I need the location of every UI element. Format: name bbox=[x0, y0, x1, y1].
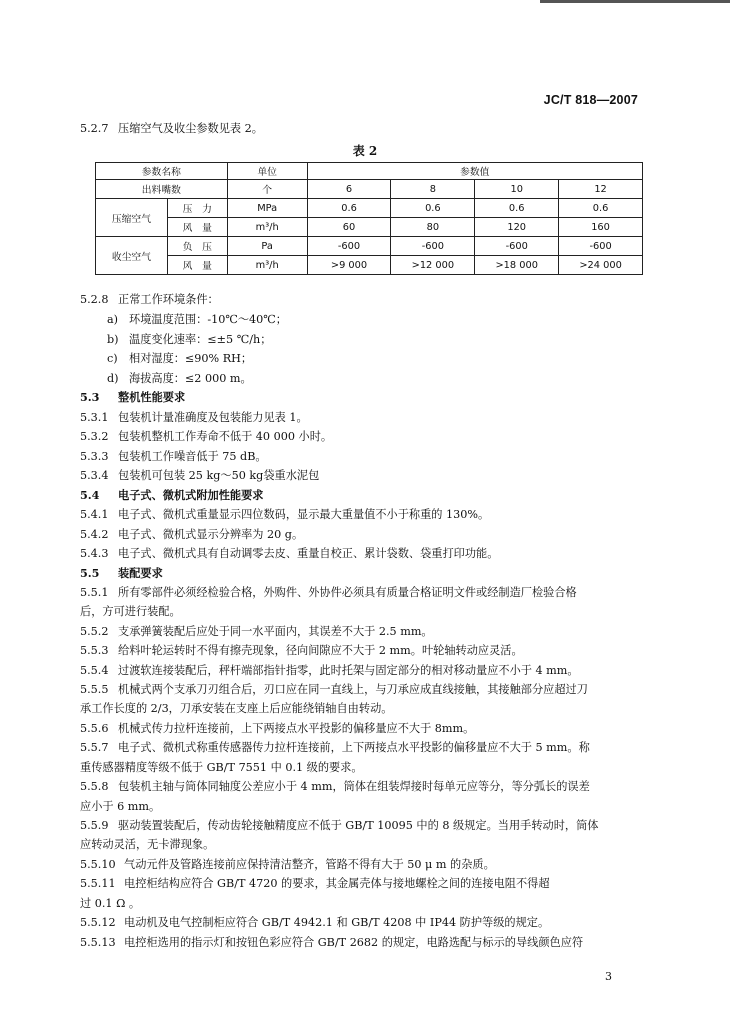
row-label: 风 量 bbox=[167, 218, 227, 237]
clause-5-5-1-cont: 后，方可进行装配。 bbox=[80, 605, 181, 618]
cell: 12 bbox=[559, 180, 643, 199]
clause-5-3-4: 5.3.4 包装机可包装 25 kg～50 kg袋重水泥包 bbox=[80, 469, 320, 482]
clause-5-5-9-cont: 应转动灵活，无卡滞现象。 bbox=[80, 838, 215, 851]
env-item-d: d) 海拔高度：≤2 000 m。 bbox=[107, 372, 252, 385]
table-row bbox=[96, 237, 643, 256]
cell: 160 bbox=[559, 218, 643, 237]
cell: -600 bbox=[391, 237, 475, 256]
cell: 0.6 bbox=[307, 199, 391, 218]
cell: >12 000 bbox=[391, 256, 475, 275]
row-label: 压 力 bbox=[167, 199, 227, 218]
clause-5-5-10: 5.5.10 气动元件及管路连接前应保持清洁整齐，管路不得有大于 50 μ m 的杂质。 bbox=[80, 858, 495, 871]
cell: >9 000 bbox=[307, 256, 391, 275]
header-param-name: 参数名称 bbox=[96, 163, 228, 180]
clause-5-4-1: 5.4.1 电子式、微机式重量显示四位数码，显示最大重量值不小于称重的 130%。 bbox=[80, 508, 490, 521]
row-label: 出料嘴数 bbox=[96, 180, 228, 199]
row-unit: Pa bbox=[227, 237, 307, 256]
row-label: 负 压 bbox=[167, 237, 227, 256]
header-unit: 单位 bbox=[227, 163, 307, 180]
document-code-header: JC/T 818—2007 bbox=[543, 93, 638, 107]
clause-5-5-5: 5.5.5 机械式两个支承刀刃组合后，刃口应在同一直线上，与刀承应成直线接触，其接触部分应超过刀 bbox=[80, 683, 588, 696]
clause-5-4-2: 5.4.2 电子式、微机式显示分辨率为 20 g。 bbox=[80, 528, 304, 541]
clause-5-5-8-cont: 应小于 6 mm。 bbox=[80, 800, 161, 813]
parameter-table bbox=[95, 162, 643, 275]
clause-5-5-7: 5.5.7 电子式、微机式称重传感器传力拉杆连接前，上下两接点水平投影的偏移量应不大于 5 mm。称 bbox=[80, 741, 590, 754]
clause-5-2-8: 5.2.8 正常工作环境条件： bbox=[80, 293, 219, 306]
cell: 8 bbox=[391, 180, 475, 199]
clause-5-5-6: 5.5.6 机械式传力拉杆连接前，上下两接点水平投影的偏移量应不大于 8mm。 bbox=[80, 722, 475, 735]
clause-5-5-11-cont: 过 0.1 Ω 。 bbox=[80, 897, 141, 910]
env-item-c: c) 相对湿度：≤90% RH； bbox=[107, 352, 253, 365]
section-5-4-heading: 5.4 电子式、微机式附加性能要求 bbox=[80, 488, 264, 502]
clause-5-5-2: 5.5.2 支承弹簧装配后应处于同一水平面内，其误差不大于 2.5 mm。 bbox=[80, 625, 433, 638]
cell: 0.6 bbox=[475, 199, 559, 218]
section-5-3-heading: 5.3 整机性能要求 bbox=[80, 390, 186, 404]
row-unit: m³/h bbox=[227, 218, 307, 237]
group-compressed-air: 压缩空气 bbox=[96, 199, 168, 237]
table-row bbox=[96, 180, 643, 199]
row-unit: MPa bbox=[227, 199, 307, 218]
row-label: 风 量 bbox=[167, 256, 227, 275]
clause-5-5-13: 5.5.13 电控柜选用的指示灯和按钮色彩应符合 GB/T 2682 的规定，电路选配与标示的导线颜色应符 bbox=[80, 936, 584, 949]
table-header-row bbox=[96, 163, 643, 180]
clause-5-3-1: 5.3.1 包装机计量准确度及包装能力见表 1。 bbox=[80, 411, 308, 424]
clause-5-5-3: 5.5.3 给料叶轮运转时不得有擦壳现象，径向间隙应不大于 2 mm。叶轮轴转动应灵活。 bbox=[80, 644, 523, 657]
cell: >24 000 bbox=[559, 256, 643, 275]
clause-5-2-7: 5.2.7 压缩空气及收尘参数见表 2。 bbox=[80, 122, 263, 135]
section-5-5-heading: 5.5 装配要求 bbox=[80, 566, 163, 580]
clause-5-3-3: 5.3.3 包装机工作噪音低于 75 dB。 bbox=[80, 450, 267, 463]
cell: -600 bbox=[559, 237, 643, 256]
clause-5-5-7-cont: 重传感器精度等级不低于 GB/T 7551 中 0.1 级的要求。 bbox=[80, 761, 363, 774]
clause-5-5-1: 5.5.1 所有零部件必须经检验合格，外购件、外协件必须具有质量合格证明文件或经制造厂检验合格 bbox=[80, 586, 577, 599]
table-row bbox=[96, 256, 643, 275]
clause-5-5-8: 5.5.8 包装机主轴与筒体同轴度公差应小于 4 mm，筒体在组装焊接时每单元应等分，等分弧长的误差 bbox=[80, 780, 590, 793]
clause-5-4-3: 5.4.3 电子式、微机式具有自动调零去皮、重量自校正、累计袋数、袋重打印功能。 bbox=[80, 547, 499, 560]
cell: 10 bbox=[475, 180, 559, 199]
env-item-a: a) 环境温度范围：-10℃～40℃； bbox=[107, 313, 287, 326]
cell: -600 bbox=[475, 237, 559, 256]
cell: 0.6 bbox=[559, 199, 643, 218]
clause-5-3-2: 5.3.2 包装机整机工作寿命不低于 40 000 小时。 bbox=[80, 430, 333, 443]
cell: 60 bbox=[307, 218, 391, 237]
scan-artifact-line bbox=[540, 0, 730, 3]
table-row bbox=[96, 199, 643, 218]
env-item-b: b) 温度变化速率：≤±5 ℃/h； bbox=[107, 333, 272, 346]
cell: 80 bbox=[391, 218, 475, 237]
header-value: 参数值 bbox=[307, 163, 642, 180]
cell: 120 bbox=[475, 218, 559, 237]
clause-5-5-12: 5.5.12 电动机及电气控制柜应符合 GB/T 4942.1 和 GB/T 4208 中 IP44 防护等级的规定。 bbox=[80, 916, 550, 929]
table-caption: 表 2 bbox=[352, 144, 378, 158]
clause-5-5-11: 5.5.11 电控柜结构应符合 GB/T 4720 的要求，其金属壳体与接地螺栓之间的连接电阻不得超 bbox=[80, 877, 550, 890]
clause-5-5-5-cont: 承工作长度的 2/3，刀承安装在支座上后应能绕销轴自由转动。 bbox=[80, 702, 393, 715]
cell: >18 000 bbox=[475, 256, 559, 275]
cell: -600 bbox=[307, 237, 391, 256]
cell: 0.6 bbox=[391, 199, 475, 218]
page-number: 3 bbox=[605, 970, 612, 983]
clause-5-5-9: 5.5.9 驱动装置装配后，传动齿轮接触精度应不低于 GB/T 10095 中的 8 级规定。当用手转动时，筒体 bbox=[80, 819, 599, 832]
clause-5-5-4: 5.5.4 过渡软连接装配后，秤杆端部指针指零，此时托架与固定部分的相对移动量应不小于 4 mm。 bbox=[80, 664, 579, 677]
row-unit: m³/h bbox=[227, 256, 307, 275]
table-row bbox=[96, 218, 643, 237]
row-unit: 个 bbox=[227, 180, 307, 199]
group-dust-air: 收尘空气 bbox=[96, 237, 168, 275]
cell: 6 bbox=[307, 180, 391, 199]
